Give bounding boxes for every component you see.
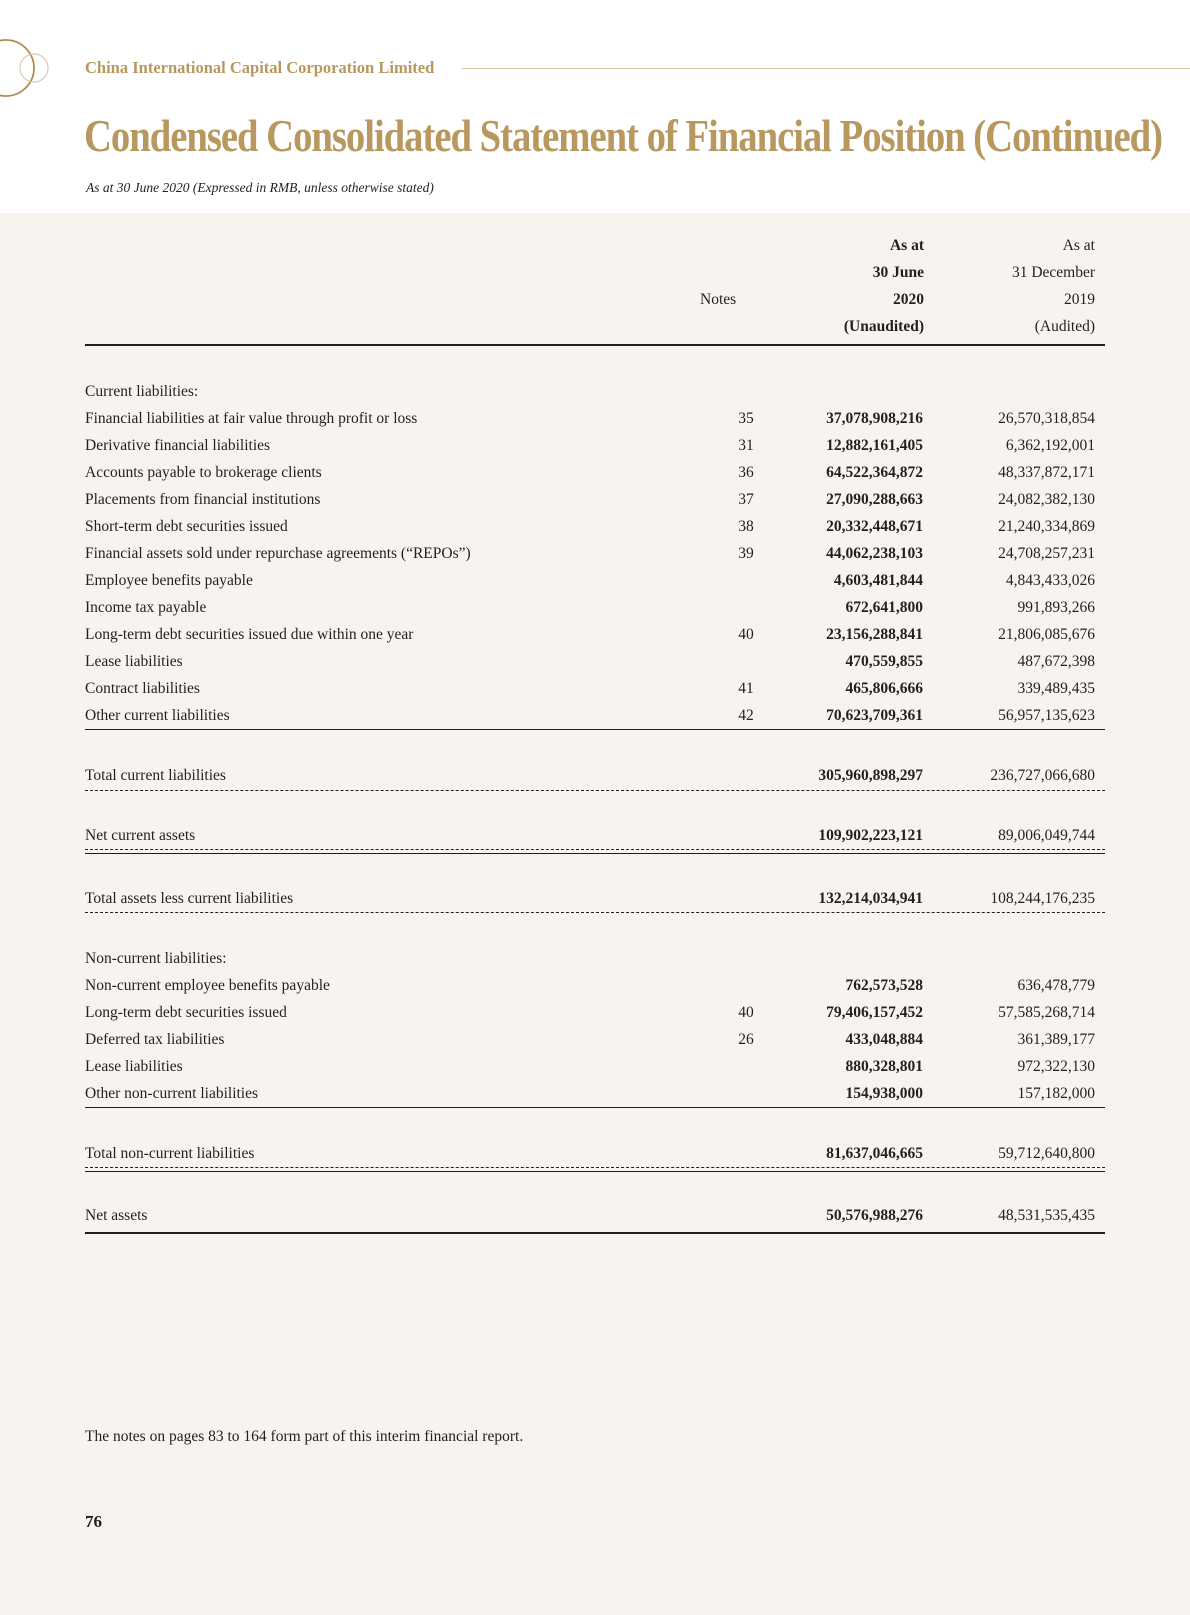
total-current-liabilities-row: Total current liabilities 305,960,898,297 236,727,066,680 [85, 767, 1095, 784]
table-row: Short-term debt securities issued 38 20,332,448,671 21,240,334,869 [85, 518, 1095, 535]
dashed-rule [85, 1167, 1105, 1168]
table-row: Lease liabilities 880,328,801 972,322,130 [85, 1058, 1095, 1075]
col-current-line4: (Unaudited) [843, 318, 924, 335]
table-row: Long-term debt securities issued 40 79,406,157,452 57,585,268,714 [85, 1004, 1095, 1021]
table-row: Long-term debt securities issued due within one year 40 23,156,288,841 21,806,085,676 [85, 626, 1095, 643]
table-row: Accounts payable to brokerage clients 36 64,522,364,872 48,337,872,171 [85, 464, 1095, 481]
dashed-rule [85, 849, 1105, 850]
table-row: Other current liabilities 42 70,623,709,361 56,957,135,623 [85, 707, 1095, 724]
table-row: Derivative financial liabilities 31 12,882,161,405 6,362,192,001 [85, 437, 1095, 454]
page-subtitle: As at 30 June 2020 (Expressed in RMB, unless otherwise stated) [86, 180, 434, 195]
net-current-assets-row: Net current assets 109,902,223,121 89,006,049,744 [85, 827, 1095, 844]
net-assets-rule [85, 1232, 1105, 1234]
table-row: Non-current employee benefits payable 762,573,528 636,478,779 [85, 977, 1095, 994]
header-rule [462, 68, 1190, 69]
footnote: The notes on pages 83 to 164 form part of this interim financial report. [85, 1428, 524, 1445]
col-current-line1: As at [889, 237, 924, 254]
subtotal-rule [85, 1107, 1105, 1108]
section-heading-non-current: Non-current liabilities: [85, 950, 227, 967]
col-notes: Notes [700, 291, 737, 308]
table-row: Employee benefits payable 4,603,481,844 4,843,433,026 [85, 572, 1095, 589]
section-heading-current: Current liabilities: [85, 383, 199, 400]
header-divider [85, 344, 1105, 346]
table-row: Income tax payable 672,641,800 991,893,266 [85, 599, 1095, 616]
table-row: Placements from financial institutions 37 27,090,288,663 24,082,382,130 [85, 491, 1095, 508]
table-row: Lease liabilities 470,559,855 487,672,398 [85, 653, 1095, 670]
double-rule [85, 1171, 1105, 1172]
total-assets-less-current-liabilities-row: Total assets less current liabilities 132,214,034,941 108,244,176,235 [85, 890, 1095, 907]
subtotal-rule [85, 729, 1105, 730]
table-row: Other non-current liabilities 154,938,000 157,182,000 [85, 1085, 1095, 1102]
page-title: Condensed Consolidated Statement of Financial Position (Continued) [84, 111, 1162, 161]
col-previous-line1: As at [1062, 237, 1095, 254]
dashed-rule [85, 912, 1105, 913]
table-row: Financial liabilities at fair value through profit or loss 35 37,078,908,216 26,570,318,854 [85, 410, 1095, 427]
table-row: Financial assets sold under repurchase agreements (“REPOs”) 39 44,062,238,103 24,708,257,231 [85, 545, 1095, 562]
col-previous-line4: (Audited) [1034, 318, 1095, 335]
col-current-line3: 2020 [893, 291, 924, 308]
col-previous-line2: 31 December [1011, 264, 1095, 281]
company-name: China International Capital Corporation Limited [85, 58, 435, 77]
net-assets-row: Net assets 50,576,988,276 48,531,535,435 [85, 1207, 1095, 1224]
col-current-line2: 30 June [872, 264, 924, 281]
total-non-current-liabilities-row: Total non-current liabilities 81,637,046,665 59,712,640,800 [85, 1145, 1095, 1162]
page-number: 76 [85, 1512, 102, 1531]
col-previous-line3: 2019 [1064, 291, 1095, 308]
circles-logo-icon [0, 38, 60, 100]
double-rule [85, 853, 1105, 854]
table-row: Deferred tax liabilities 26 433,048,884 361,389,177 [85, 1031, 1095, 1048]
dashed-rule [85, 790, 1105, 791]
table-row: Contract liabilities 41 465,806,666 339,489,435 [85, 680, 1095, 697]
